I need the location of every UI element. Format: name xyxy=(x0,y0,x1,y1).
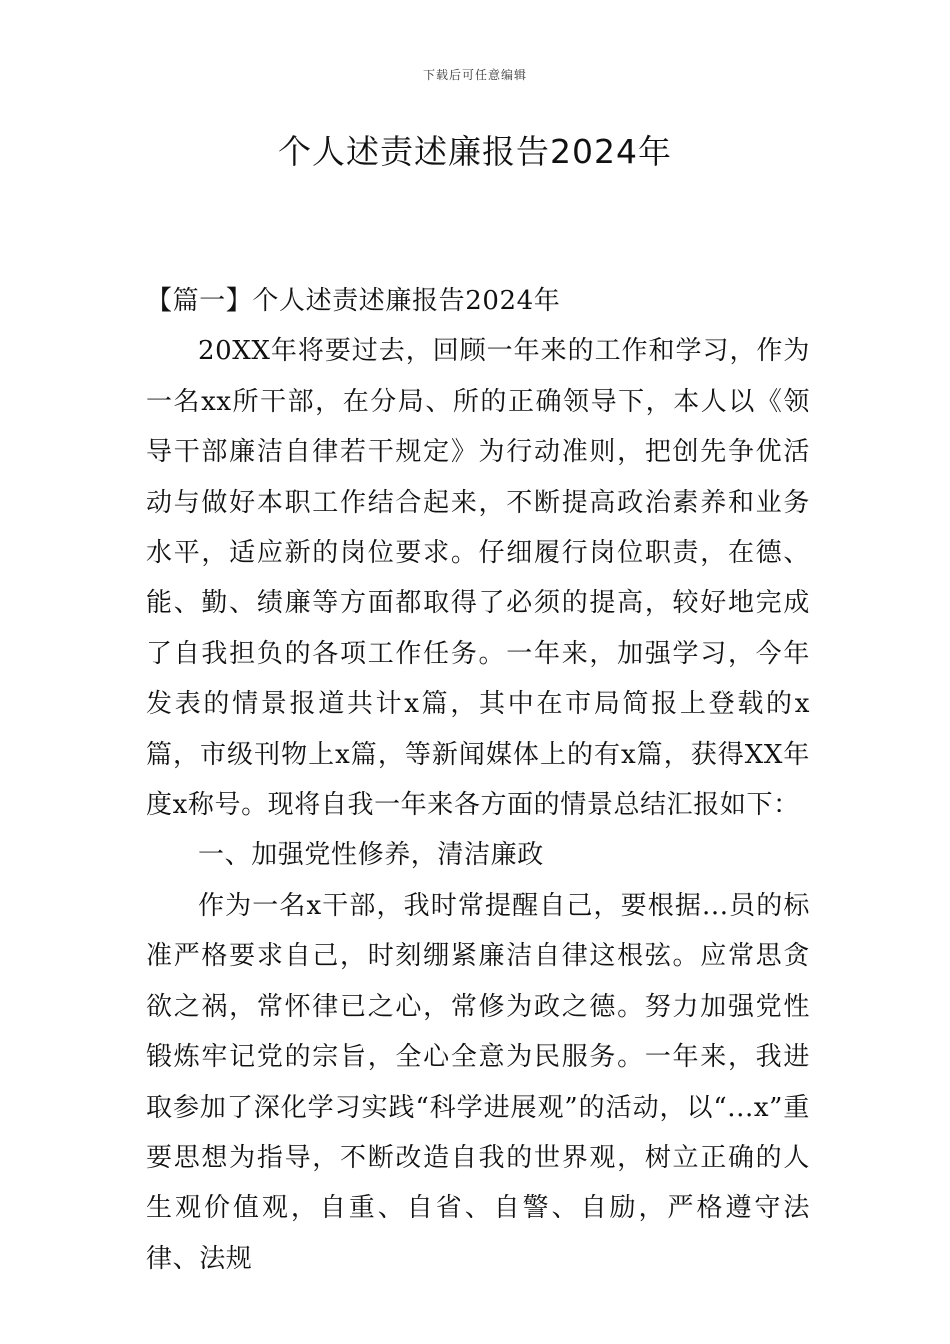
document-title: 个人述责述廉报告2024年 xyxy=(278,132,672,171)
subheading-party-spirit: 一、加强党性修养，清洁廉政 xyxy=(198,840,544,871)
paragraph-party-spirit: 作为一名x干部，我时常提醒自己，要根据...员的标准严格要求自己，时刻绷紧廉洁自律这根弦。应常思贪欲之祸，常怀律已之心，常修为政之德。努力加强党性锻炼牢记党的宗旨，全心全意为民服务。一年来，我进取参加了深化学习实践“科学进展观”的活动，以“...x”重要思想为指导，不断改造自我的世界观，树立正确的人生观价值观，自重、自省、自警、自励，严格遵守法律、法规 xyxy=(146,890,810,1274)
page-header-note: 下载后可任意编辑 xyxy=(422,68,527,82)
document-body xyxy=(146,276,810,1284)
paragraph-intro: 20XX年将要过去，回顾一年来的工作和学习，作为一名xx所干部，在分局、所的正确领导下，本人以《领导干部廉洁自律若干规定》为行动准则，把创先争优活动与做好本职工作结合起来，不断提高政治素养和业务水平，适应新的岗位要求。仔细履行岗位职责，在德、能、勤、绩廉等方面都取得了必须的提高，较好地完成了自我担负的各项工作任务。一年来，加强学习，今年发表的情景报道共计x篇，其中在市局简报上登载的x篇，市级刊物上x篇，等新闻媒体上的有x篇，获得XX年度x称号。现将自我一年来各方面的情景总结汇报如下： xyxy=(146,336,810,821)
section-heading: 【篇一】个人述责述廉报告2024年 xyxy=(146,286,561,316)
